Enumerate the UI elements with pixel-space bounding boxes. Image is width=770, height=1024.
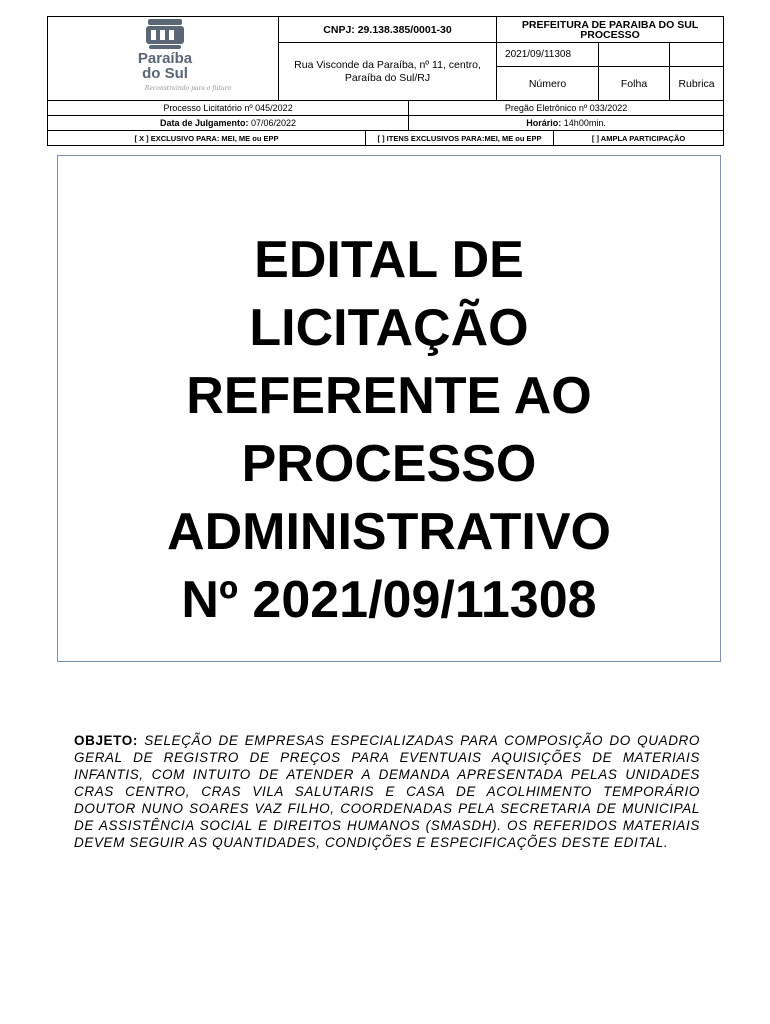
- option-itens-exclusivos: [ ] ITENS EXCLUSIVOS PARA:MEI, ME ou EPP: [366, 131, 554, 146]
- option-ampla-participacao: [ ] AMPLA PARTICIPAÇÃO: [554, 131, 724, 146]
- col-rubrica: Rubrica: [670, 67, 724, 101]
- data-julgamento-value: 07/06/2022: [251, 118, 297, 128]
- cnpj-cell: CNPJ: 29.138.385/0001-30: [279, 17, 497, 43]
- municipality-logo: [88, 17, 238, 97]
- logo-cell: [48, 17, 279, 101]
- objeto-paragraph: [74, 732, 700, 851]
- processo-licitatorio-value: 045/2022: [255, 103, 293, 113]
- pregao-eletronico: Pregão Eletrônico nº 033/2022: [409, 101, 724, 116]
- prefeitura-processo-label: PREFEITURA DE PARAIBA DO SUL PROCESSO: [497, 17, 724, 43]
- option-exclusivo: [ X ] EXCLUSIVO PARA: MEI, ME ou EPP: [48, 131, 366, 146]
- horario-value: 14h00min.: [563, 118, 606, 128]
- data-julgamento-label: Data de Julgamento:: [159, 118, 249, 128]
- processo-numero: 2021/09/11308: [497, 43, 599, 67]
- horario-label: Horário:: [526, 118, 562, 128]
- objeto-text: SELEÇÃO DE EMPRESAS ESPECIALIZADAS PARA COMPOSIÇÃO DO QUADRO GERAL DE REGISTRO DE PREÇOS PARA EVENTUAIS AQUISIÇÕES DE MATERIAIS INFANTIS, COM INTUITO DE ATENDER A DEMANDA APRESENTADA PELAS UNIDADES CRAS CENTRO, CRAS VILA SALUTARIS E CASA DE ACOLHIMENTO TEMPORÁRIO DOUTOR NUNO SOARES VAZ FILHO, COORDENADAS PELA SECRETARIA DE MUNICIPAL DE ASSISTÊNCIA SOCIAL E DIREITOS HUMANOS (SMASDH). OS REFERIDOS MATERIAIS DEVEM SEGUIR AS QUANTIDADES, CONDIÇÕES E ESPECIFICAÇÕES DESTE EDITAL.: [74, 733, 700, 850]
- blank-rubrica-value: [670, 43, 724, 67]
- document-title: EDITAL DE LICITAÇÃO REFERENTE AO PROCESSO ADMINISTRATIVO Nº 2021/09/11308: [167, 231, 611, 629]
- logo-name-line1: Paraíba: [137, 50, 193, 67]
- processo-licitatorio: [48, 101, 409, 116]
- col-numero: Número: [497, 67, 599, 101]
- data-julgamento: [48, 116, 409, 131]
- document-header: [47, 16, 724, 146]
- blank-folha-value: [599, 43, 670, 67]
- title-box: [57, 155, 721, 662]
- col-folha: Folha: [599, 67, 670, 101]
- logo-tagline: Reconstruindo para o futuro: [144, 85, 232, 92]
- objeto-label: OBJETO:: [74, 733, 138, 748]
- horario: [409, 116, 724, 131]
- address-cell: Rua Visconde da Paraíba, nº 11, centro, Paraíba do Sul/RJ: [279, 43, 497, 101]
- logo-name-line2: do Sul: [142, 65, 188, 82]
- processo-licitatorio-label: Processo Licitatório nº: [163, 103, 253, 113]
- coat-of-arms-icon: [146, 19, 184, 49]
